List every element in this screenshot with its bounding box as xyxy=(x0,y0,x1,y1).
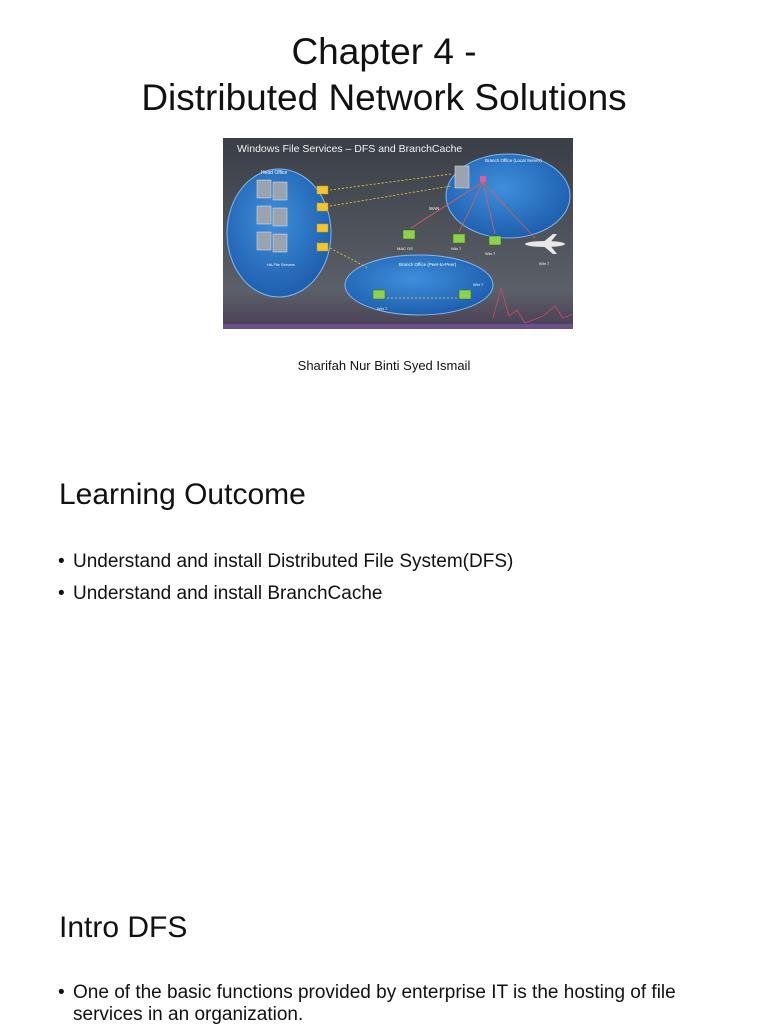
mac-os-label: MAC OS xyxy=(397,246,413,251)
head-office-label: Head Office xyxy=(261,170,288,176)
win7-label: Win 7 xyxy=(539,261,550,266)
branch-office-local-label: Branch Office (Local Server) xyxy=(485,158,542,163)
win7-label: Win 7 xyxy=(473,282,484,287)
author-name: Sharifah Nur Binti Syed Ismail xyxy=(297,358,471,373)
win7-label: Win 7 xyxy=(377,306,388,311)
intro-dfs-heading: Intro DFS xyxy=(59,911,188,944)
branch-office-peer-label: Branch Office (Peer-to-Peer) xyxy=(399,262,457,267)
win7-label: Win 7 xyxy=(451,246,462,251)
ha-file-servers-label: HA File Servers xyxy=(267,262,295,267)
slide-title-line-2: Distributed Network Solutions xyxy=(141,77,627,118)
win7-label: Win 7 xyxy=(485,251,496,256)
diagram-title: Windows File Services – DFS and BranchCache xyxy=(237,143,463,155)
list-item: • Understand and install BranchCache xyxy=(58,583,708,605)
cache-icon xyxy=(480,176,486,182)
slide-title-line-1: Chapter 4 - xyxy=(291,31,477,72)
learning-outcome-list xyxy=(58,551,708,615)
server-icon xyxy=(455,166,469,188)
dfs-branchcache-diagram xyxy=(223,138,573,329)
list-item: • One of the basic functions provided by enterprise IT is the hosting of file services in an organization. xyxy=(58,982,708,1026)
intro-dfs-list xyxy=(58,982,708,1036)
wan-label: WAN xyxy=(429,206,440,211)
list-item: • Understand and install Distributed File System(DFS) xyxy=(58,551,708,573)
learning-outcome-heading: Learning Outcome xyxy=(59,478,306,511)
